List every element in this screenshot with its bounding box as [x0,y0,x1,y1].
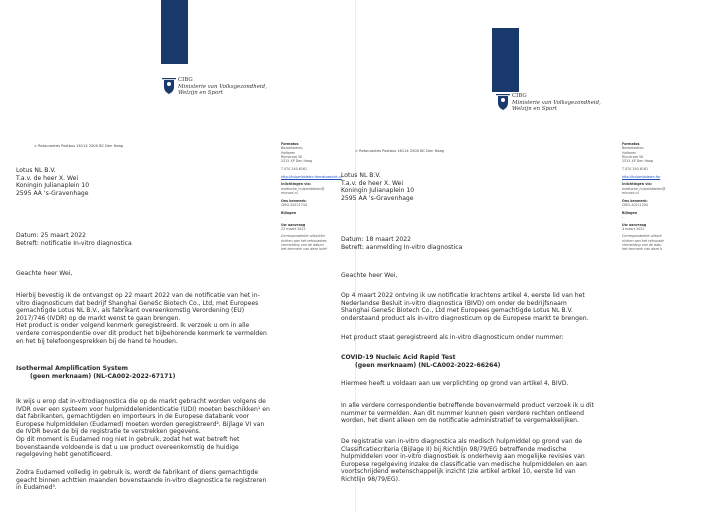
coat-of-arms-icon [162,77,176,95]
product-name: COVID-19 Nucleic Acid Rapid Test [341,354,456,361]
website-link[interactable]: http://hulpmiddelen.far [622,174,661,179]
letter-left [0,0,352,513]
product-id: (geen merknaam) (NL-CA002-2022-67171) [30,372,176,380]
salutation: Geachte heer Wei, [341,272,398,279]
paragraph-1: Hierbij bevestig ik de ontvangst op 22 maart 2022 van de notificatie van het in- vitro diagnosticum dat bedrijf Shanghai GeneSc Biotech Co., Ltd, met Europees gemachtigde Lotus NL B.V., als fabrikant overeenkomstig Verordening (EU) 2017/746 (IVDR) op de markt wenst te gaan brengen. Het product is onder volgend kenmerk geregistreerd. Ik verzoek u om in alle verdere correspondentie over dit product het bijbehorende kenmerk te vermelden en het bij telefoongesprekken bij de hand te houden. [16,292,267,345]
return-address: > Retouradres Postbus 16114 2500 BC Den Haag [355,149,444,153]
addressee-block: Lotus NL B.V. T.a.v. de heer X. Wei Koningin Julianaplein 10 2595 AA 's-Gravenhage [341,172,415,202]
paragraph-1: Op 4 maart 2022 ontving ik uw notificatie krachtens artikel 4, eerste lid van het Nederlandse Besluit in-vitro diagnostica (BIVD) om onder de bedrijfsnaam Shanghai GeneSc Biotech Co., Ltd met Europees gemachtigde Lotus NL B.V. onderstaand product als in-vitro diagnosticum op de Europese markt te brengen. [341,292,589,322]
product-block [16,365,175,380]
paragraph-4: In alle verdere correspondentie betreffende bovenvermeld product verzoek ik u dit nummer te vermelden. Aan dit nummer kunnen geen verdere rechten ontleend worden, het dient alleen om de notificatie administratief te vergemakkelijken. [341,402,594,425]
date-line: Datum: 18 maart 2022 [341,236,412,243]
org-name: CIBG Ministerie van Volksgezondheid, Welzijn en Sport [512,93,601,112]
paragraph-4: Zodra Eudamed volledig in gebruik is, wordt de fabrikant of diens gemachtigde geacht binnen achttien maanden bovenstaande in-vitro diagnostica te registreren in Eudamed³. [16,469,267,492]
blue-header-bar [492,28,519,92]
paragraph-2: Het product staat geregistreerd als in-vitro diagnosticum onder nummer: [341,334,564,341]
addressee-block: Lotus NL B.V. T.a.v. de heer X. Wei Koningin Julianaplein 10 2595 AA 's-Gravenhage [16,167,90,197]
org-name: CIBG Ministerie van Volksgezondheid, Welzijn en Sport [178,77,267,96]
date-subject [341,236,462,251]
date-subject [16,232,132,247]
sidebar: Formatos Bezoekadres: Hoftoren Rijnstraat 50 2515 XP Den Haag T 070 340 6161 http://hulpmiddelen.far Inlichtingen via: medische_hulpmiddelen@ minvws.nl Ons kenmerk: CIBG-20221204 Bijlagen - Uw aanvraag 4 maart 2022 Correspondentie uitsluit richten aan het retouradr vermelding van de datu het kenmerk van deze b [622,142,710,255]
sidebar: Formatos Bezoekadres: Hoftoren Rijnstraat 50 2515 XP Den Haag T 070 340 6161 http://hulpmiddelen.farmatoezicht.nl Inlichtingen via: medische_hulpmiddelen@ minvws.nl Ons kenmerk: CIBG-20221744 Bijlagen - Uw aanvraag 22 maart 2022 Correspondentie uitsluiten richten aan het retouradres vermelding van de datum het kenmerk van deze brief [281,142,349,255]
blue-header-bar [161,0,188,64]
product-block [341,354,500,369]
paragraph-5: De registratie van in-vitro diagnostica als medisch hulpmiddel op grond van de Classificatiecriteria (Bijlage II) bij Richtlijn 98/79/EG betreffende medische hulpmiddelen voor in-vitro diagnostiek is onderhevig aan mogelijke revisies van Europese regelgeving inzake de classificatie van medische hulpmiddelen en aan voortschrijdend wetenschappelijk inzicht (zie artikel artikel 10, eerste lid van Richtlijn 98/79/EG). [341,438,587,483]
salutation: Geachte heer Wei, [16,270,73,277]
subject-line: Betreft: aanmelding In-vitro diagnostica [341,243,463,251]
page-divider [355,0,356,513]
date-line: Datum: 25 maart 2022 [16,232,87,239]
product-id: (geen merknaam) (NL-CA002-2022-66264) [355,361,501,369]
letter-right [341,0,712,513]
return-address: > Retouradres Postbus 16114 2500 BC Den Haag [34,144,123,148]
subject-line: Betreft: notificatie In-vitro diagnostica [16,239,132,247]
coat-of-arms-icon [496,93,510,111]
website-link[interactable]: http://hulpmiddelen.farmatoezicht.nl [281,174,342,179]
product-name: Isothermal Amplification System [16,365,129,372]
paragraph-3: Hiermee heeft u voldaan aan uw verplichting op grond van artikel 4, BIVD. [341,380,569,387]
paragraph-3: Ik wijs u erop dat in-vitrodiagnostica die op de markt gebracht worden volgens de IVDR over een systeem voor hulpmiddelenidenticatie (UDI) moeten beschikken¹ en dat fabrikanten, gemachtigden en importeurs in de Europese databank voor Europese hulpmiddelen (Eudamed) moeten worden geregistreerd². Bijlage VI van de IVDR bevat de bij de registratie te verstrekken gegevens. Op dit moment is Eudamed nog niet in gebruik, zodat het wat betreft het bovenstaande voldoende is dat u uw product overeenkomstig de huidige regelgeving hebt genotificeerd. [16,398,270,459]
